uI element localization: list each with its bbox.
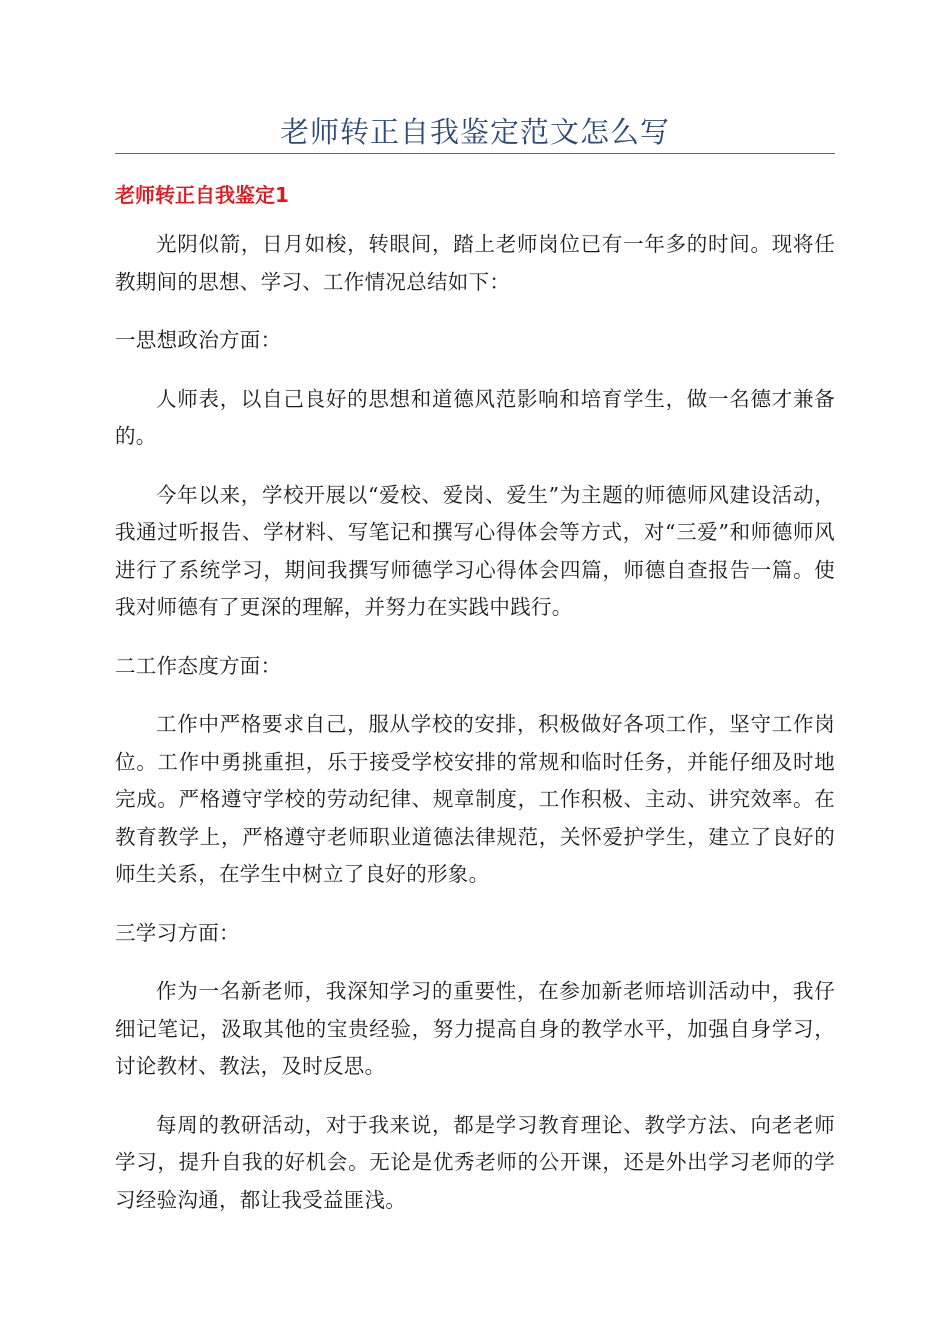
paragraph-study-1: 作为一名新老师，我深知学习的重要性，在参加新老师培训活动中，我仔细记笔记，汲取其他的宝贵经验，努力提高自身的教学水平，加强自身学习，讨论教材、教法，及时反思。	[115, 979, 835, 1078]
paragraph-work-attitude: 工作中严格要求自己，服从学校的安排，积极做好各项工作，坚守工作岗位。工作中勇挑重担，乐于接受学校安排的常规和临时任务，并能仔细及时地完成。严格遵守学校的劳动纪律、规章制度，工作积极、主动、讲究效率。在教育教学上，严格遵守老师职业道德法律规范，关怀爱护学生，建立了良好的师生关系，在学生中树立了良好的形象。	[115, 712, 835, 886]
paragraph-ideology-1: 人师表，以自己良好的思想和道德风范影响和培育学生，做一名德才兼备的。	[115, 386, 835, 448]
subheading-study: 三学习方面：	[115, 920, 240, 945]
document-title: 老师转正自我鉴定范文怎么写	[279, 115, 670, 149]
subheading-work-attitude: 二工作态度方面：	[115, 653, 282, 678]
title-underline	[115, 153, 835, 154]
subheading-ideology: 一思想政治方面：	[115, 328, 282, 352]
document-body	[115, 178, 835, 1240]
paragraph-study-2: 每周的教研活动，对于我来说，都是学习教育理论、教学方法、向老老师学习，提升自我的好机会。无论是优秀老师的公开课，还是外出学习老师的学习经验沟通，都让我受益匪浅。	[115, 1112, 835, 1212]
section-heading: 老师转正自我鉴定1	[115, 183, 289, 207]
paragraph-intro: 光阴似箭，日月如梭，转眼间，踏上老师岗位已有一年多的时间。现将任教期间的思想、学习、工作情况总结如下：	[115, 232, 835, 294]
paragraph-ideology-2: 今年以来，学校开展以“爱校、爱岗、爱生”为主题的师德师风建设活动，我通过听报告、学材料、写笔记和撰写心得体会等方式，对“三爱”和师德师风进行了系统学习，期间我撰写师德学习心得体会四篇，师德自查报告一篇。使我对师德有了更深的理解，并努力在实践中践行。	[115, 482, 835, 619]
